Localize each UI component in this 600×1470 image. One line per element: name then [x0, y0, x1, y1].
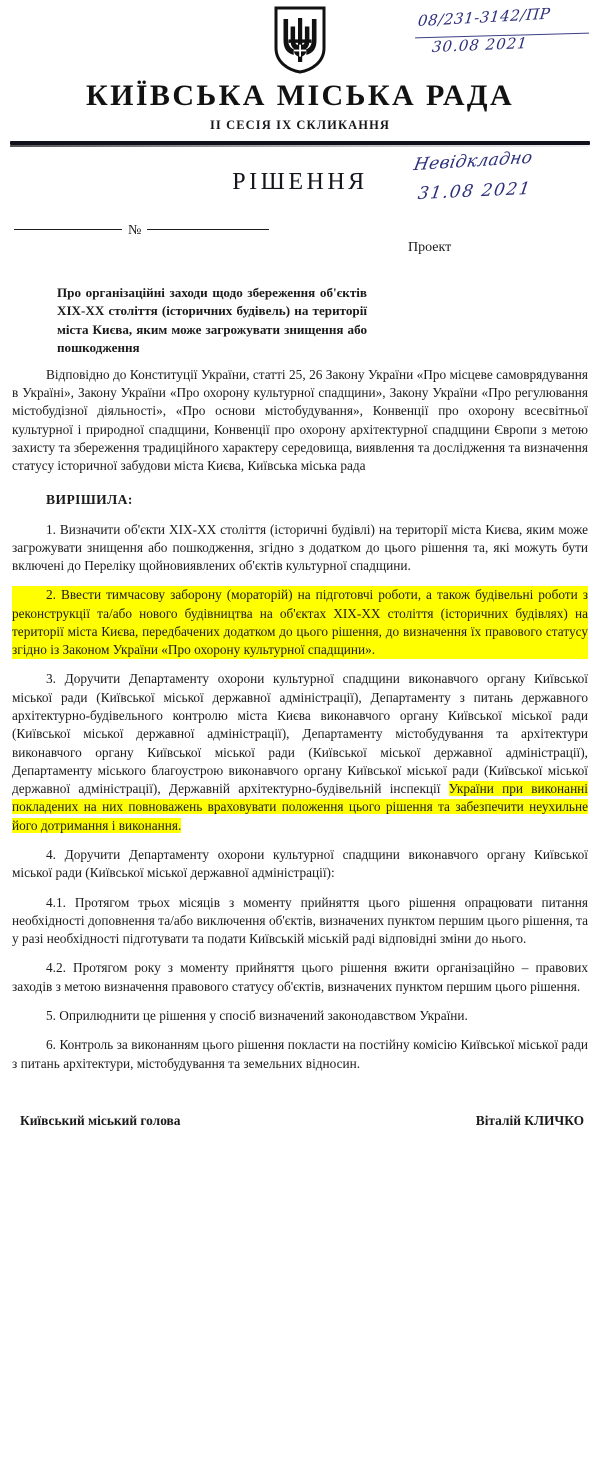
date-blank-line: [14, 229, 122, 230]
number-line: [0, 222, 600, 255]
clause-3: [12, 670, 588, 835]
clause-4-2: 4.2. Протягом року з моменту прийняття цього рішення вжити організаційно – правових заходів з метою визначення правового статусу об'єктів, визначених пунктом першим цього рішення.: [12, 960, 588, 994]
number-sign: №: [128, 222, 142, 238]
clause-3-plain-text: 3. Доручити Департаменту охорони культурної спадщини виконавчого органу Київської міської ради (Київської міської державної адміністрації), Департаменту з питань державного архітектурно-будівельного контролю міста Києва виконавчого органу Київської міської ради (Київської міської державної адміністрації), Департаменту містобудування та архітектури виконавчого органу Київської міської ради (Київської міської державної адміністрації), Департаменту міського благоустрою виконавчого органу Київської міської ради (Київської міської державної адміністрації), Державній архітектурно-будівельній інспекції: [12, 671, 588, 797]
handwritten-registration-date: 30.08 2021: [431, 33, 529, 57]
clause-3-highlighted-text: України при виконанні покладених на них повноважень враховувати положення цього рішення та забезпечити неухильне його дотримання і виконання.: [12, 781, 588, 833]
number-blank-line: [147, 229, 269, 230]
clause-2: 2. Ввести тимчасову заборону (мораторій) на підготовчі роботи, а також будівельні роботи з реконструкції та/або нового будівництва на об'єктах XIX-XX століття (історичних будівлях) на території міста Києва, передбачених додатком до цього рішення, до визначення їх правового статусу згідно із Законом України «Про охорону культурної спадщини».: [12, 586, 588, 659]
page-title: КИЇВСЬКА МІСЬКА РАДА: [85, 79, 515, 112]
draft-label: Проект: [408, 239, 452, 255]
handwritten-resolution-date: 31.08 2021: [416, 178, 533, 205]
preamble-paragraph: Відповідно до Конституції України, статті 25, 26 Закону України «Про місцеве самоврядування в Україні», Закону України «Про охорону культурної спадщини», Закону України «Про регулювання містобудізної діяльності», «Про основи містобудування», Конвенції про охорону всесвітньої культурної і природної спадщини, Конвенції про охорону архітектурної спадщини Європи з метою захисту та збереження традиційного характеру середовища, виявлення та дослідження та визначення статусу історичної забудови міста Києва, Київська міська рада: [12, 366, 588, 474]
clause-5: 5. Оприлюднити це рішення у спосіб визначений законодавством України.: [46, 1007, 468, 1023]
subject-heading: Про організаційні заходи щодо збереження об'єктів XIX-XX століття (історичних будівель) на території міста Києва, яким може загрожувати знищення або пошкодження: [57, 284, 367, 356]
ukraine-trident-coat-of-arms-icon: [274, 6, 326, 74]
handwritten-resolution-note: Невідкладно: [412, 147, 535, 176]
handwritten-registration-number: 08/231-3142/ПР: [417, 4, 552, 31]
clause-4: 4. Доручити Департаменту охорони культурної спадщини виконавчого органу Київської міської ради (Київської міської державної адміністрації):: [12, 847, 588, 881]
document-body: [0, 284, 600, 1129]
clause-1: 1. Визначити об'єкти XIX-XX століття (історичні будівлі) на території міста Києва, яким може загрожувати знищення або пошкодження, згідно з додатком до цього рішення та, які можуть бути включені до Переліку щойновиявлених об'єктів культурної спадщини.: [12, 521, 588, 574]
document-kind: РІШЕННЯ: [232, 168, 368, 195]
signature-block: [12, 1113, 588, 1129]
signatory-name: Віталій КЛИЧКО: [475, 1112, 584, 1128]
verdict-keyword: ВИРІШИЛА:: [46, 491, 133, 507]
clause-4-1: 4.1. Протягом трьох місяців з моменту прийняття цього рішення опрацювати питання необхідності доповнення та/або виключення об'єктів, визначених пунктом першим цього рішення, та у разі необхідності підготувати та подати Київській міській раді відповідні зміни до нього.: [12, 894, 588, 947]
signatory-position: Київський міський голова: [20, 1112, 181, 1128]
session-line: II СЕСІЯ IX СКЛИКАННЯ: [209, 117, 391, 132]
header-divider-shadow: [10, 145, 590, 147]
clause-6: 6. Контроль за виконанням цього рішення покласти на постійну комісію Київської міської ради з питань архітектури, містобудування та земельних відносин.: [12, 1037, 588, 1071]
